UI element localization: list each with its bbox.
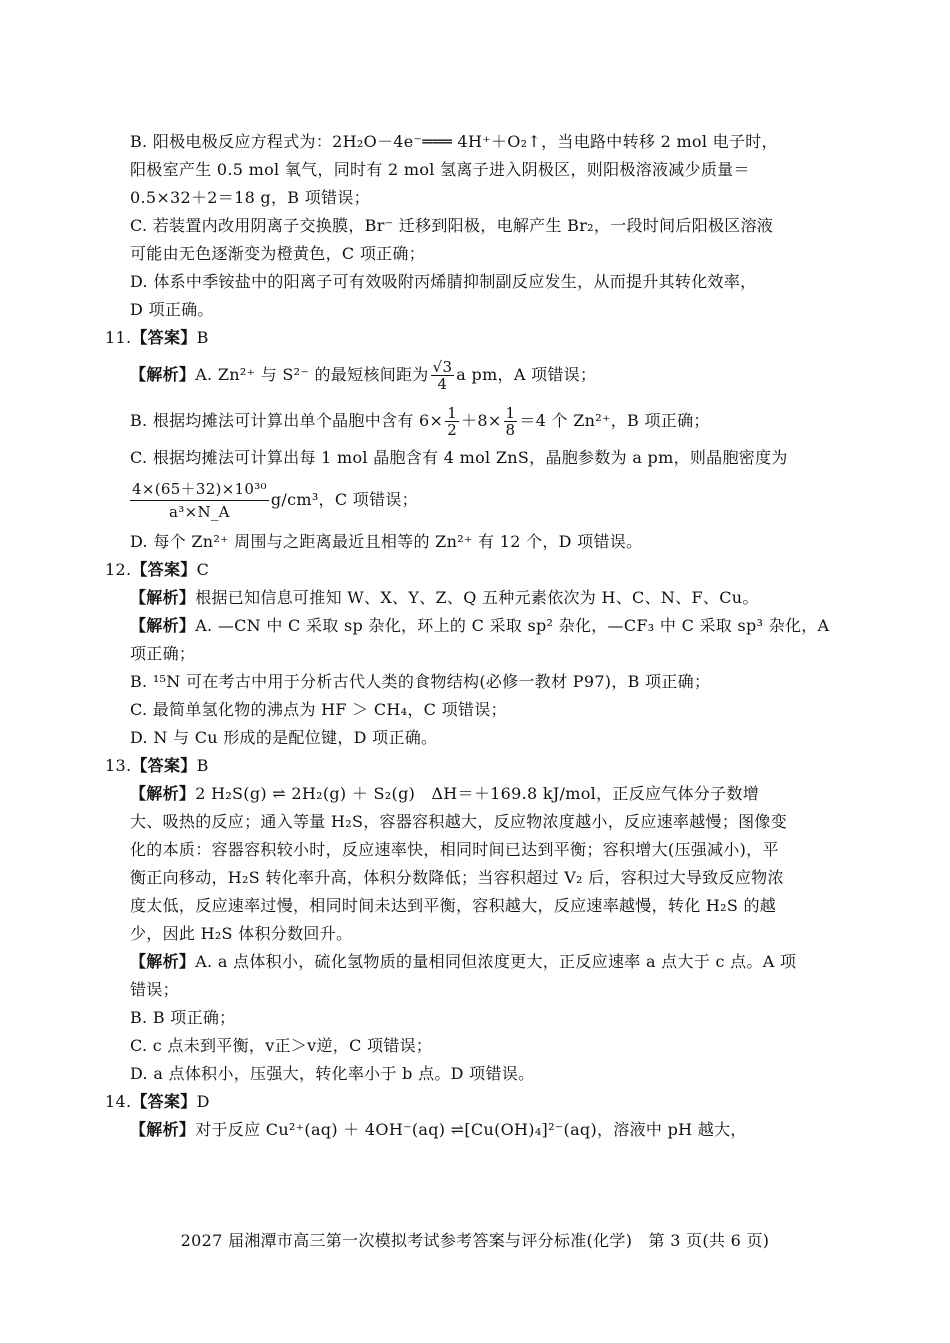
- analysis-label: 【解析】: [130, 1120, 196, 1139]
- document-body: [0, 128, 950, 1144]
- answer-value: D: [196, 1092, 210, 1111]
- answer-label: 【答案】: [131, 328, 197, 347]
- fraction: [504, 405, 518, 438]
- density-fraction: [130, 478, 269, 523]
- analysis-label: 【解析】: [130, 588, 196, 607]
- fraction-numerator: √3: [432, 358, 453, 376]
- question-number: 11.: [105, 328, 132, 347]
- analysis-label: 【解析】: [130, 784, 196, 803]
- text-line: D. a 点体积小，压强大，转化率小于 b 点。D 项错误。: [130, 1064, 535, 1083]
- text-line: 项正确；: [130, 644, 196, 663]
- text-segment: 2 H₂S(g) ⇌ 2H₂(g) ＋ S₂(g) ΔH＝＋169.8 kJ/mol，正反应气体分子数增: [195, 784, 760, 803]
- text-segment: g/cm³，C 项错误；: [270, 490, 418, 509]
- text-line: D. N 与 Cu 形成的是配位键，D 项正确。: [130, 728, 438, 747]
- text-line: B. B 项正确；: [130, 1008, 236, 1027]
- text-line: 可能由无色逐渐变为橙黄色，C 项正确；: [130, 244, 426, 263]
- text-segment: A. Zn²⁺ 与 S²⁻ 的最短核间距为: [195, 365, 429, 384]
- question-number: 13.: [105, 756, 132, 775]
- answer-value: B: [196, 328, 209, 347]
- question-14-analysis: [0, 1116, 950, 1144]
- text-line: D. 体系中季铵盐中的阳离子可有效吸附丙烯腈抑制副反应发生，从而提升其转化效率，: [130, 272, 757, 291]
- answer-value: B: [196, 756, 209, 775]
- answer-value: C: [196, 560, 210, 579]
- text-line: 衡正向移动，H₂S 转化率升高，体积分数降低；当容积超过 V₂ 后，容积过大导致反应物浓: [130, 868, 784, 887]
- text-line: 度太低，反应速率过慢，相同时间未达到平衡，容积越大，反应速率越慢，转化 H₂S 的越: [130, 896, 777, 915]
- fraction-numerator: 4×(65＋32)×10³⁰: [130, 478, 269, 501]
- text-line: C. c 点未到平衡，v正＞v逆，C 项错误；: [130, 1036, 433, 1055]
- text-line: D 项正确。: [130, 300, 214, 319]
- text-line: C. 最简单氢化物的沸点为 HF ＞ CH₄，C 项错误；: [130, 700, 507, 719]
- question-14-answer: [0, 1088, 950, 1116]
- question-11-analysis-c-formula: [0, 472, 950, 528]
- text-segment: A. —CN 中 C 采取 sp 杂化，环上的 C 采取 sp² 杂化，—CF₃ 中 C 采取 sp³ 杂化，A: [195, 616, 830, 635]
- text-segment: 对于反应 Cu²⁺(aq) ＋ 4OH⁻(aq) ⇌[Cu(OH)₄]²⁻(aq)，溶液中 pH 越大，: [195, 1120, 747, 1139]
- fraction-numerator: 1: [447, 404, 458, 422]
- question-11-analysis-d: D. 每个 Zn²⁺ 周围与之距离最近且相等的 Zn²⁺ 有 12 个，D 项错误。: [130, 532, 643, 551]
- text-segment: B. 根据均摊法可计算出单个晶胞中含有 6×: [130, 411, 444, 430]
- text-line: B. 阳极电极反应方程式为：2H₂O－4e⁻═══ 4H⁺＋O₂↑，当电路中转移 2 mol 电子时，: [130, 132, 778, 151]
- text-line: B. ¹⁵N 可在考古中用于分析古代人类的食物结构(必修一教材 P97)，B 项正确；: [130, 672, 711, 691]
- question-12-answer: [0, 556, 950, 584]
- fraction: [431, 359, 455, 392]
- fraction-denominator: 8: [505, 421, 516, 439]
- text-segment: ＝4 个 Zn²⁺，B 项正确；: [519, 411, 710, 430]
- answer-label: 【答案】: [131, 1092, 197, 1111]
- question-11-analysis-a: [0, 352, 950, 398]
- fraction-numerator: 1: [505, 404, 516, 422]
- question-11-analysis-c: C. 根据均摊法可计算出每 1 mol 晶胞含有 4 mol ZnS，晶胞参数为 a pm，则晶胞密度为: [130, 448, 788, 467]
- fraction-denominator: 4: [437, 375, 448, 393]
- text-segment: A. a 点体积小，硫化氢物质的量相同但浓度更大，正反应速率 a 点大于 c 点。A 项: [195, 952, 797, 971]
- fraction-denominator: 2: [447, 421, 458, 439]
- analysis-label: 【解析】: [130, 616, 196, 635]
- answer-label: 【答案】: [131, 560, 197, 579]
- text-line: 化的本质：容器容积较小时，反应速率快，相同时间已达到平衡；容积增大(压强减小)，平: [130, 840, 779, 859]
- text-line: 大、吸热的反应；通入等量 H₂S，容器容积越大，反应物浓度越小，反应速率越慢；图像变: [130, 812, 788, 831]
- text-segment: 根据已知信息可推知 W、X、Y、Z、Q 五种元素依次为 H、C、N、F、Cu。: [195, 588, 759, 607]
- question-13-analysis: [0, 780, 950, 808]
- text-line: 错误；: [130, 980, 179, 999]
- question-13-analysis-a: [0, 948, 950, 976]
- answer-label: 【答案】: [131, 756, 197, 775]
- analysis-label: 【解析】: [130, 952, 196, 971]
- question-11-analysis-b: [0, 398, 950, 444]
- analysis-label: 【解析】: [130, 365, 196, 384]
- question-12-analysis-intro: [0, 584, 950, 612]
- question-13-answer: [0, 752, 950, 780]
- text-segment: a pm，A 项错误；: [456, 365, 597, 384]
- text-line: 0.5×32＋2＝18 g，B 项错误；: [130, 188, 370, 207]
- question-number: 14.: [105, 1092, 132, 1111]
- question-number: 12.: [105, 560, 132, 579]
- page-footer: 2027 届湘潭市高三第一次模拟考试参考答案与评分标准(化学) 第 3 页(共 6 页): [180, 1231, 770, 1250]
- fraction: [445, 405, 459, 438]
- fraction-denominator: a³×N_A: [169, 503, 230, 521]
- text-line: C. 若装置内改用阴离子交换膜，Br⁻ 迁移到阳极，电解产生 Br₂，一段时间后阳极区溶液: [130, 216, 774, 235]
- question-11-answer: [0, 324, 950, 352]
- text-line: 少，因此 H₂S 体积分数回升。: [130, 924, 353, 943]
- question-12-analysis-a: [0, 612, 950, 640]
- text-segment: ＋8×: [461, 411, 502, 430]
- text-line: 阳极室产生 0.5 mol 氧气，同时有 2 mol 氢离子进入阴极区，则阳极溶液减少质量＝: [130, 160, 750, 179]
